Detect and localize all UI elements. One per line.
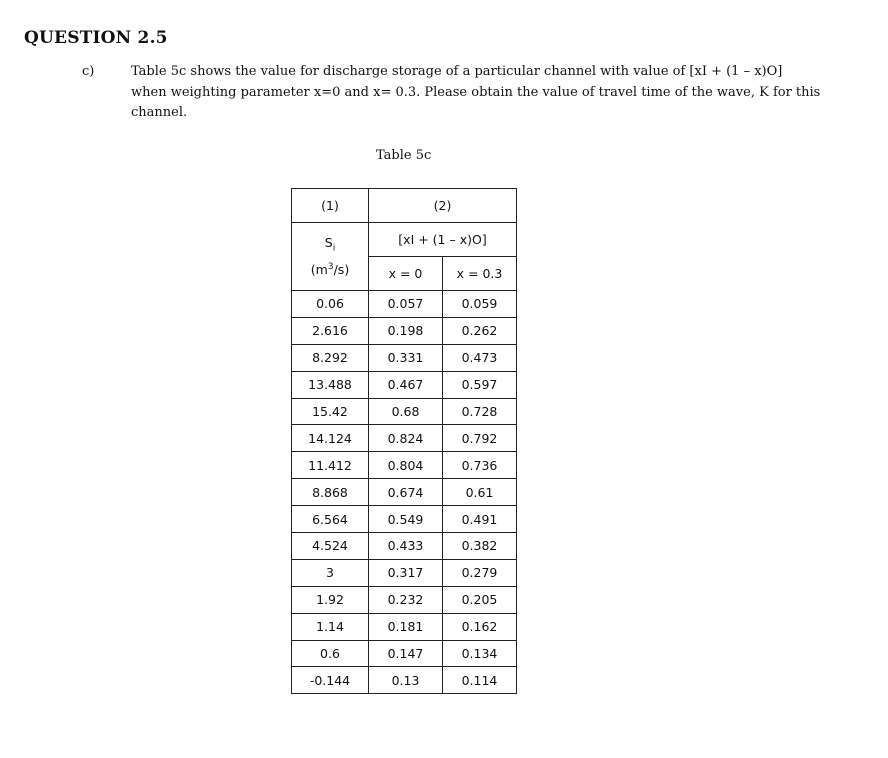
table-row [292,559,517,586]
header-x0: x = 0 [369,257,443,291]
cell-x0: 0.181 [369,613,443,640]
cell-x0: 0.331 [369,344,443,371]
table-row [292,479,517,506]
header-formula: [xI + (1 – x)O] [369,223,517,257]
table-row [292,425,517,452]
cell-storage: 8.868 [292,479,369,506]
cell-x03: 0.059 [443,291,517,318]
unit-close: /s) [333,261,350,277]
table-row [292,291,517,318]
cell-storage: 1.14 [292,613,369,640]
cell-x03: 0.114 [443,667,517,694]
cell-x03: 0.736 [443,452,517,479]
table-row [292,344,517,371]
cell-x03: 0.728 [443,398,517,425]
cell-x0: 0.824 [369,425,443,452]
cell-storage: 0.06 [292,291,369,318]
cell-x0: 0.147 [369,640,443,667]
unit-power: 3 [327,261,334,272]
part-label: c) [82,64,95,79]
cell-x03: 0.61 [443,479,517,506]
cell-x0: 0.232 [369,586,443,613]
table-row [292,613,517,640]
cell-storage: 2.616 [292,317,369,344]
cell-x03: 0.279 [443,559,517,586]
cell-x0: 0.13 [369,667,443,694]
header-row-formula [292,223,517,257]
cell-x0: 0.68 [369,398,443,425]
cell-storage: 15.42 [292,398,369,425]
cell-x0: 0.674 [369,479,443,506]
cell-storage: 1.92 [292,586,369,613]
table-caption: Table 5c [376,148,432,163]
table-row [292,452,517,479]
question-text: Table 5c shows the value for discharge storage of a particular channel with value of [xI + (1 – x)O] when weighting parameter x=0 and x= 0.3. Please obtain the value of travel time of the wave, K for this channel. [131,64,821,120]
unit-open: (m [310,261,328,277]
cell-x03: 0.597 [443,371,517,398]
cell-storage: 3 [292,559,369,586]
header-storage-unit [292,223,369,291]
cell-x0: 0.317 [369,559,443,586]
cell-storage: 14.124 [292,425,369,452]
cell-x03: 0.134 [443,640,517,667]
cell-storage: -0.144 [292,667,369,694]
cell-storage: 8.292 [292,344,369,371]
cell-x03: 0.382 [443,533,517,560]
header-row-numbers [292,189,517,223]
table-row [292,506,517,533]
cell-x0: 0.433 [369,533,443,560]
table-row [292,371,517,398]
cell-x03: 0.473 [443,344,517,371]
cell-storage: 6.564 [292,506,369,533]
table-row [292,667,517,694]
cell-storage: 11.412 [292,452,369,479]
header-col1-number: (1) [292,189,369,223]
table-row [292,398,517,425]
cell-x0: 0.549 [369,506,443,533]
cell-x03: 0.262 [443,317,517,344]
cell-x0: 0.804 [369,452,443,479]
cell-x03: 0.205 [443,586,517,613]
table-row [292,317,517,344]
cell-x0: 0.467 [369,371,443,398]
table-row [292,640,517,667]
cell-storage: 0.6 [292,640,369,667]
cell-storage: 4.524 [292,533,369,560]
cell-x03: 0.491 [443,506,517,533]
header-x03: x = 0.3 [443,257,517,291]
discharge-storage-table [291,188,517,694]
question-title: QUESTION 2.5 [24,28,168,48]
cell-x0: 0.198 [369,317,443,344]
table-row [292,586,517,613]
cell-storage: 13.488 [292,371,369,398]
storage-symbol: S [324,235,333,251]
cell-x0: 0.057 [369,291,443,318]
header-col2-number: (2) [369,189,517,223]
table-row [292,533,517,560]
storage-subscript: i [332,243,336,254]
cell-x03: 0.162 [443,613,517,640]
cell-x03: 0.792 [443,425,517,452]
